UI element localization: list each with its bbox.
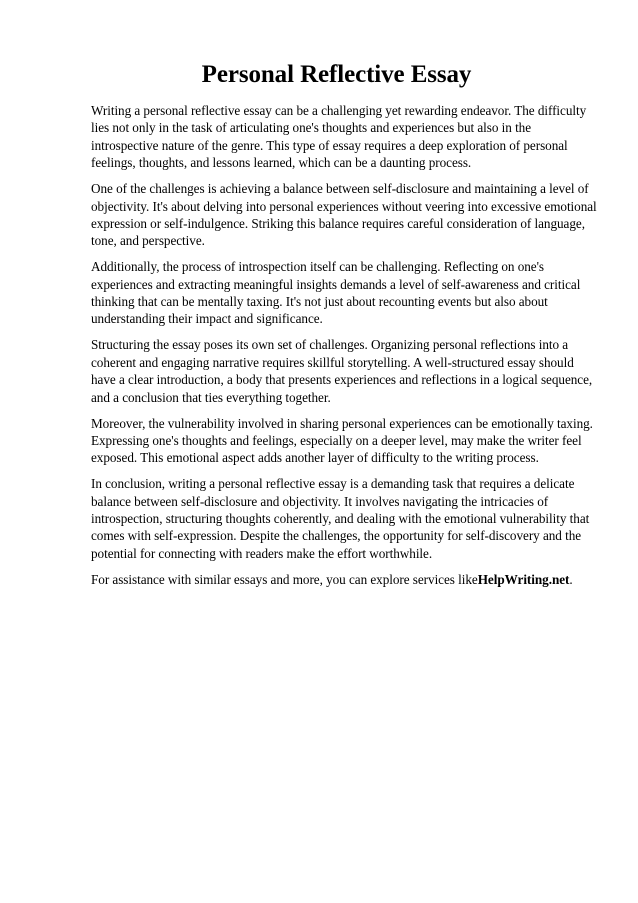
closing-period: . <box>569 571 573 587</box>
paragraph-intro: Writing a personal reflective essay can be a challenging yet rewarding endeavor. The difficulty lies not only in the task of articulating one's thoughts and experiences but also in the introspective nature of the genre. This type of essay requires a deep exploration of personal feelings, thoughts, and lessons learned, which can be a daunting process. <box>91 103 587 171</box>
paragraph-balance: One of the challenges is achieving a balance between self-disclosure and maintaining a level of objectivity. It's about delving into personal experiences without veering into excessive emotional expression or self-indulgence. Striking this balance requires careful consideration of language, tone, and perspective. <box>91 181 597 249</box>
closing-text: For assistance with similar essays and more, you can explore services like <box>91 571 478 587</box>
closing-line <box>91 571 600 588</box>
brand-link[interactable]: HelpWriting.net <box>477 571 570 587</box>
paragraph-introspection: Additionally, the process of introspection itself can be challenging. Reflecting on one's experiences and extracting meaningful insights demands a level of self-awareness and critical thinking that can be mentally taxing. It's not just about recounting events but also about understanding their impact and significance. <box>91 259 581 327</box>
paragraph-conclusion: In conclusion, writing a personal reflective essay is a demanding task that requires a delicate balance between self-disclosure and objectivity. It involves navigating the intricacies of introspection, structuring thoughts coherently, and dealing with the emotional vulnerability that comes with self-expression. Despite the challenges, the opportunity for self-discovery and the potential for connecting with readers make the effort worthwhile. <box>91 476 590 561</box>
paragraph-structure: Structuring the essay poses its own set of challenges. Organizing personal reflections into a coherent and engaging narrative requires skillful storytelling. A well-structured essay should have a clear introduction, a body that presents experiences and reflections in a logical sequence, and a conclusion that ties everything together. <box>91 337 593 405</box>
document-title: Personal Reflective Essay <box>201 61 472 88</box>
paragraph-vulnerability: Moreover, the vulnerability involved in sharing personal experiences can be emotionally taxing. Expressing one's thoughts and feelings, especially on a deeper level, may make the writer feel exposed. This emotional aspect adds another layer of difficulty to the writing process. <box>91 415 593 466</box>
